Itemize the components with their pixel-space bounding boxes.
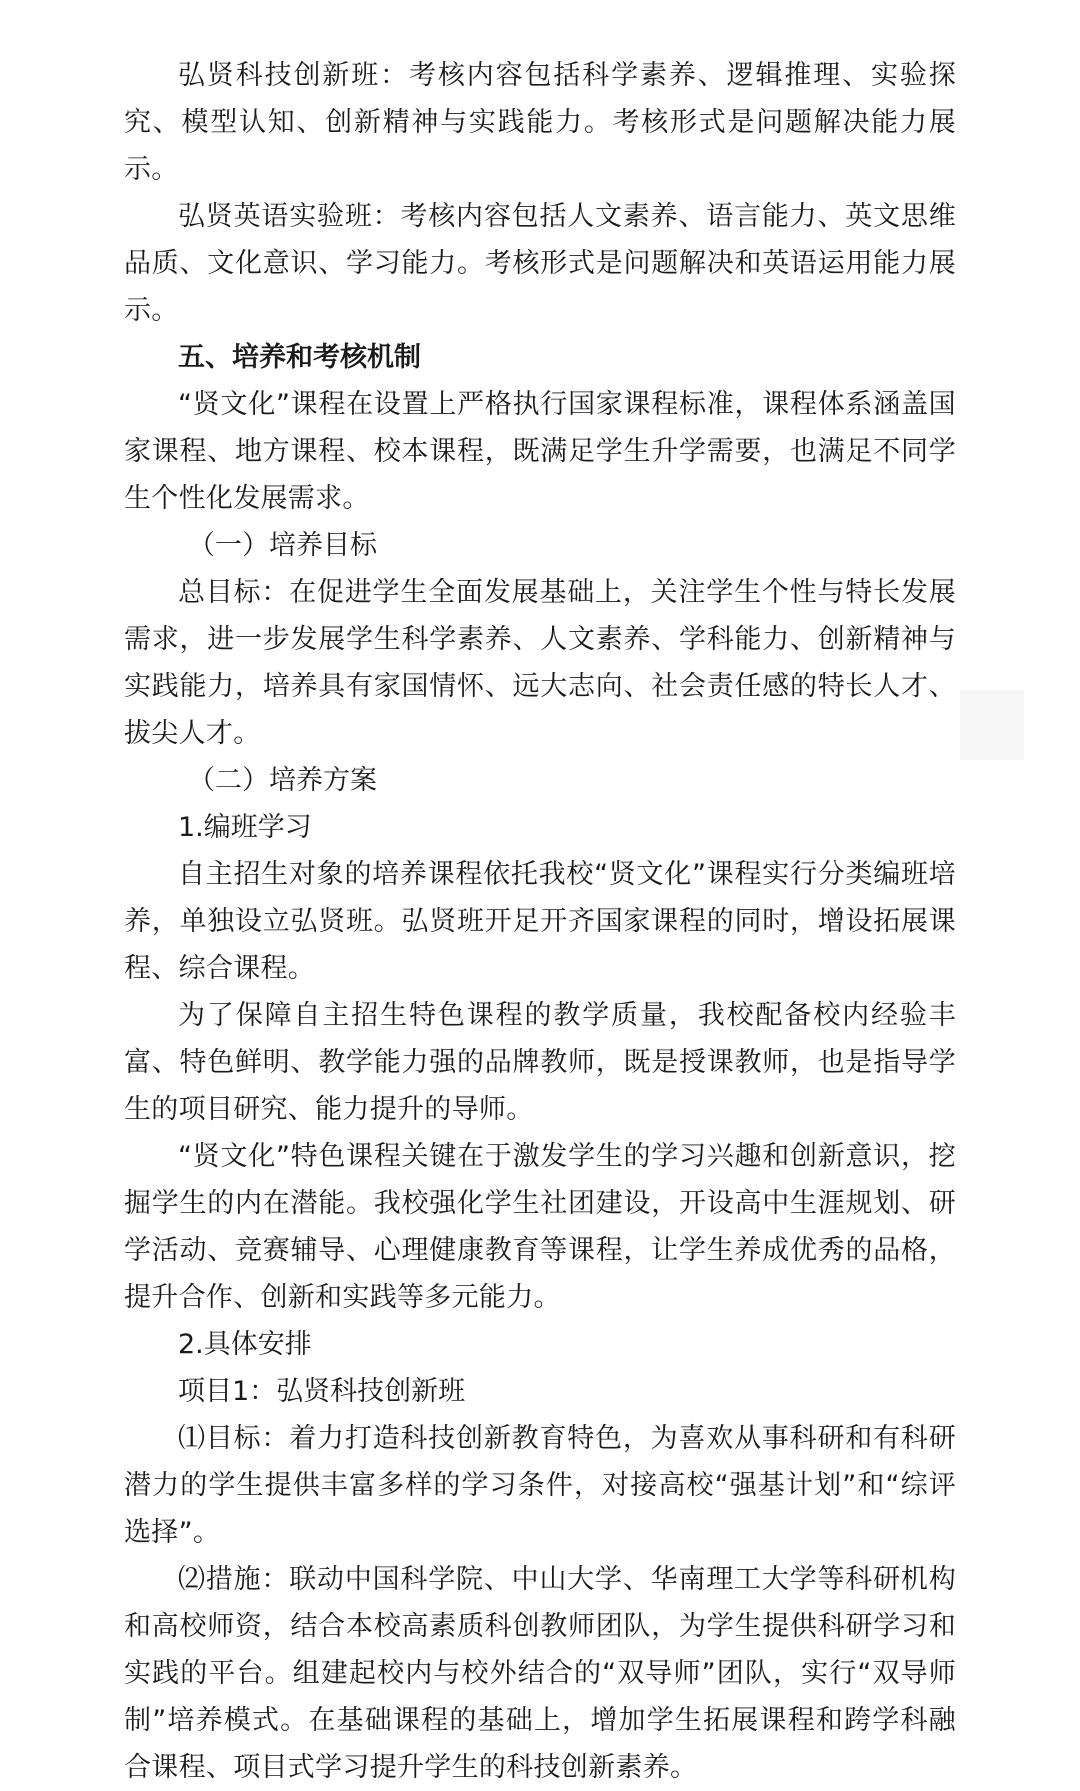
- paragraph-class-grouping: 自主招生对象的培养课程依托我校“贤文化”课程实行分类编班培养，单独设立弘贤班。弘贤班开足开齐国家课程的同时，增设拓展课程、综合课程。: [124, 859, 956, 984]
- subheading-training-plan: （二）培养方案: [188, 765, 377, 796]
- document-body: [124, 52, 956, 1791]
- paragraph-overall-goal: 总目标：在促进学生全面发展基础上，关注学生个性与特长发展需求，进一步发展学生科学素养、人文素养、学科能力、创新精神与实践能力，培养具有家国情怀、远大志向、社会责任感的特长人才、拔尖人才。: [124, 577, 956, 749]
- subheading-project-1: 项目1：弘贤科技创新班: [178, 1376, 466, 1407]
- subheading-specific-arrangements: 2.具体安排: [178, 1329, 312, 1360]
- paragraph-english-class-assessment: 弘贤英语实验班：考核内容包括人文素养、语言能力、英文思维品质、文化意识、学习能力。考核形式是问题解决和英语运用能力展示。: [124, 201, 956, 326]
- paragraph-science-class-assessment: 弘贤科技创新班：考核内容包括科学素养、逻辑推理、实验探究、模型认知、创新精神与实践能力。考核形式是问题解决能力展示。: [124, 60, 956, 185]
- subheading-training-goals: （一）培养目标: [188, 530, 377, 561]
- paragraph-project-1-measures: ⑵措施：联动中国科学院、中山大学、华南理工大学等科研机构和高校师资，结合本校高素质科创教师团队，为学生提供科研学习和实践的平台。组建起校内与校外结合的“双导师”团队，实行“双导师制”培养模式。在基础课程的基础上，增加学生拓展课程和跨学科融合课程、项目式学习提升学生的科技创新素养。: [124, 1564, 956, 1783]
- subheading-class-grouping: 1.编班学习: [178, 812, 312, 843]
- scan-artifact: [960, 690, 1024, 760]
- paragraph-feature-curriculum: “贤文化”特色课程关键在于激发学生的学习兴趣和创新意识，挖掘学生的内在潜能。我校强化学生社团建设，开设高中生涯规划、研学活动、竞赛辅导、心理健康教育等课程，让学生养成优秀的品格，提升合作、创新和实践等多元能力。: [124, 1141, 956, 1313]
- paragraph-teacher-staffing: 为了保障自主招生特色课程的教学质量，我校配备校内经验丰富、特色鲜明、教学能力强的品牌教师，既是授课教师，也是指导学生的项目研究、能力提升的导师。: [124, 1000, 956, 1125]
- paragraph-curriculum-overview: “贤文化”课程在设置上严格执行国家课程标准，课程体系涵盖国家课程、地方课程、校本课程，既满足学生升学需要，也满足不同学生个性化发展需求。: [124, 389, 956, 514]
- section-heading-training-mechanism: 五、培养和考核机制: [178, 342, 421, 373]
- paragraph-project-1-goal: ⑴目标：着力打造科技创新教育特色，为喜欢从事科研和有科研潜力的学生提供丰富多样的学习条件，对接高校“强基计划”和“综评选择”。: [124, 1423, 956, 1548]
